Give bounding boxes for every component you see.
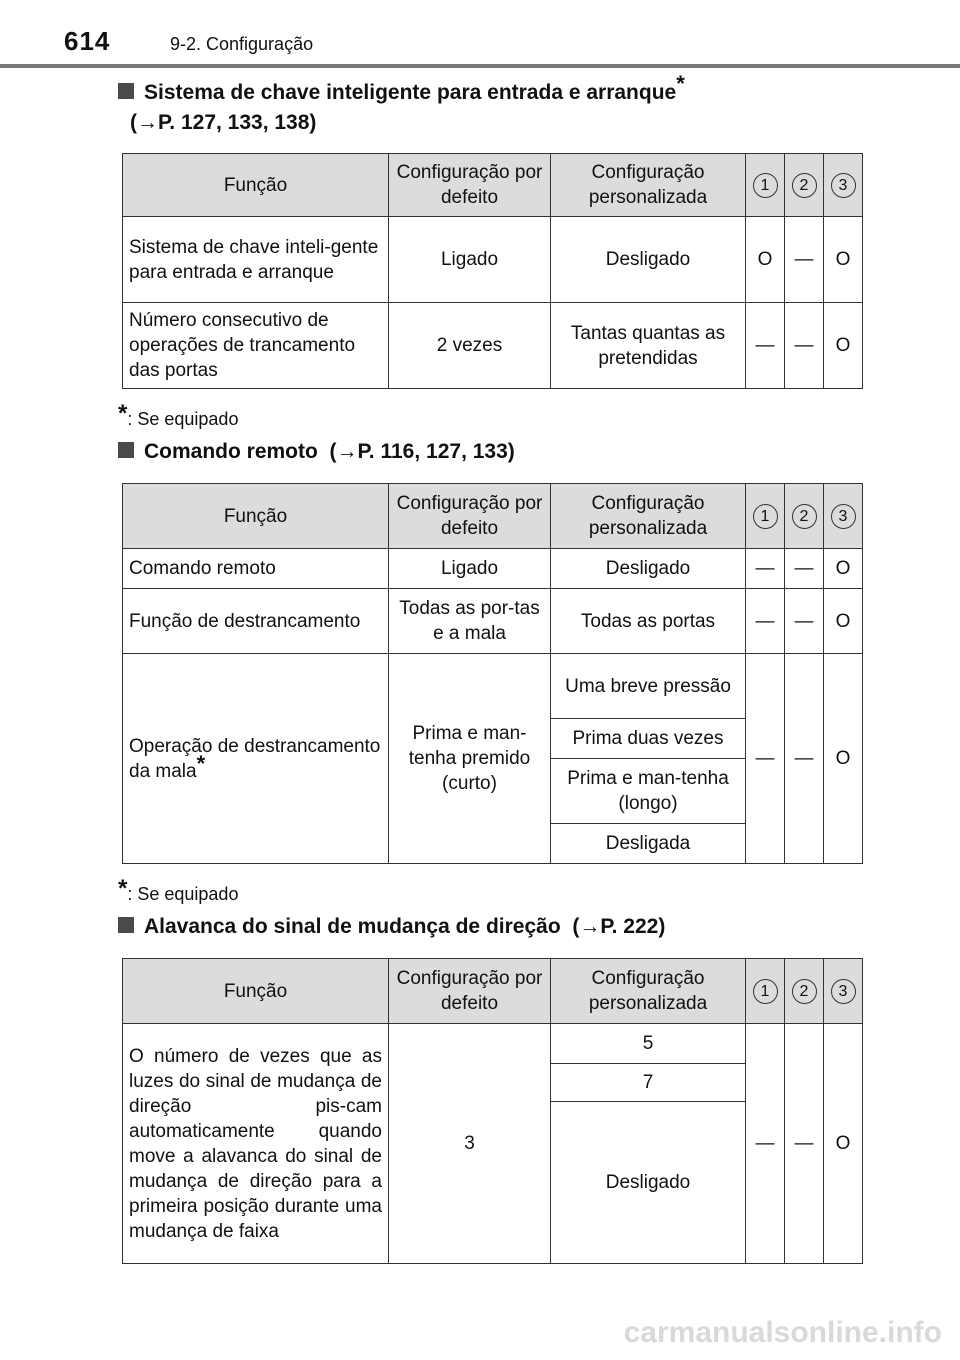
cell-3: O xyxy=(824,654,863,864)
watermark-text: carmanualsonline.info xyxy=(623,1316,942,1349)
footnote-star: * xyxy=(118,875,128,902)
cell-1: — xyxy=(746,589,785,654)
cell-3: O xyxy=(824,589,863,654)
cell-custom: Desligado xyxy=(551,217,746,303)
cell-custom: Desligada xyxy=(551,824,746,864)
circled-number-icon: 2 xyxy=(792,173,817,198)
circled-number-icon: 2 xyxy=(792,504,817,529)
circled-number-icon: 1 xyxy=(753,504,778,529)
cell-custom: Desligado xyxy=(551,549,746,589)
cell-3: O xyxy=(824,217,863,303)
cell-function: Função de destrancamento xyxy=(123,589,389,654)
cell-2: — xyxy=(785,589,824,654)
cell-2: — xyxy=(785,654,824,864)
heading-title: Alavanca do sinal de mudança de direção xyxy=(144,915,561,938)
cell-function: Número consecutivo de operações de trancamento das portas xyxy=(123,303,389,389)
cell-function-text: Operação de destrancamento da mala xyxy=(129,735,381,782)
circled-number-icon: 2 xyxy=(792,979,817,1004)
cell-1: — xyxy=(746,549,785,589)
cell-3: O xyxy=(824,1024,863,1264)
col-header-default: Configuração por defeito xyxy=(389,154,551,217)
heading-reference: (→P. 127, 133, 138) xyxy=(130,111,317,134)
cell-default: Ligado xyxy=(389,549,551,589)
circled-number-icon: 1 xyxy=(753,173,778,198)
section-label: 9-2. Configuração xyxy=(170,34,314,54)
cell-default: Todas as por-tas e a mala xyxy=(389,589,551,654)
heading-title: Comando remoto xyxy=(144,440,318,463)
cell-1: O xyxy=(746,217,785,303)
cell-3: O xyxy=(824,549,863,589)
col-header-custom: Configuração personalizada xyxy=(551,484,746,549)
cell-2: — xyxy=(785,217,824,303)
footnote-star: * xyxy=(118,400,128,427)
heading-reference: (→P. 222) xyxy=(572,915,666,938)
col-header-custom: Configuração personalizada xyxy=(551,959,746,1024)
cell-custom: Prima duas vezes xyxy=(551,719,746,759)
cell-default: Ligado xyxy=(389,217,551,303)
footnote: *: Se equipado xyxy=(118,875,239,904)
cell-1: — xyxy=(746,1024,785,1264)
cell-function: Sistema de chave inteli-gente para entrada e arranque xyxy=(123,217,389,303)
heading-title: Sistema de chave inteligente para entrada e arranque xyxy=(144,81,677,104)
circled-number-icon: 3 xyxy=(831,504,856,529)
col-header-function: Função xyxy=(123,959,389,1024)
cell-function: Comando remoto xyxy=(123,549,389,589)
footnote-text: Se equipado xyxy=(137,409,239,429)
circled-number-icon: 3 xyxy=(831,173,856,198)
col-header-function: Função xyxy=(123,154,389,217)
cell-default: 2 vezes xyxy=(389,303,551,389)
cell-2: — xyxy=(785,549,824,589)
footnote-star: * xyxy=(196,750,206,776)
col-header-default: Configuração por defeito xyxy=(389,484,551,549)
cell-3: O xyxy=(824,303,863,389)
cell-custom: Uma breve pressão xyxy=(551,654,746,719)
footnote: *: Se equipado xyxy=(118,400,239,429)
circled-number-icon: 3 xyxy=(831,979,856,1004)
cell-2: — xyxy=(785,303,824,389)
cell-custom: Tantas quantas as pretendidas xyxy=(551,303,746,389)
cell-default: 3 xyxy=(389,1024,551,1264)
cell-2: — xyxy=(785,1024,824,1264)
col-header-custom: Configuração personalizada xyxy=(551,154,746,217)
cell-custom: Todas as portas xyxy=(551,589,746,654)
col-header-function: Função xyxy=(123,484,389,549)
cell-1: — xyxy=(746,303,785,389)
page-number: 614 xyxy=(64,26,111,56)
footnote-star: * xyxy=(676,71,685,96)
col-header-default: Configuração por defeito xyxy=(389,959,551,1024)
heading-reference: (→P. 116, 127, 133) xyxy=(329,440,515,463)
cell-function: O número de vezes que as luzes do sinal de mudança de direção pis-cam automaticamente quando move a alavanca do sinal de mudança de direção para a primeira posição durante uma mudança de faixa xyxy=(123,1024,389,1264)
cell-default: Prima e man-tenha premido (curto) xyxy=(389,654,551,864)
footnote-text: Se equipado xyxy=(137,884,239,904)
cell-custom: Prima e man-tenha (longo) xyxy=(551,759,746,824)
cell-custom: 5 xyxy=(551,1024,746,1064)
cell-custom: Desligado xyxy=(551,1102,746,1264)
circled-number-icon: 1 xyxy=(753,979,778,1004)
cell-1: — xyxy=(746,654,785,864)
cell-custom: 7 xyxy=(551,1064,746,1102)
